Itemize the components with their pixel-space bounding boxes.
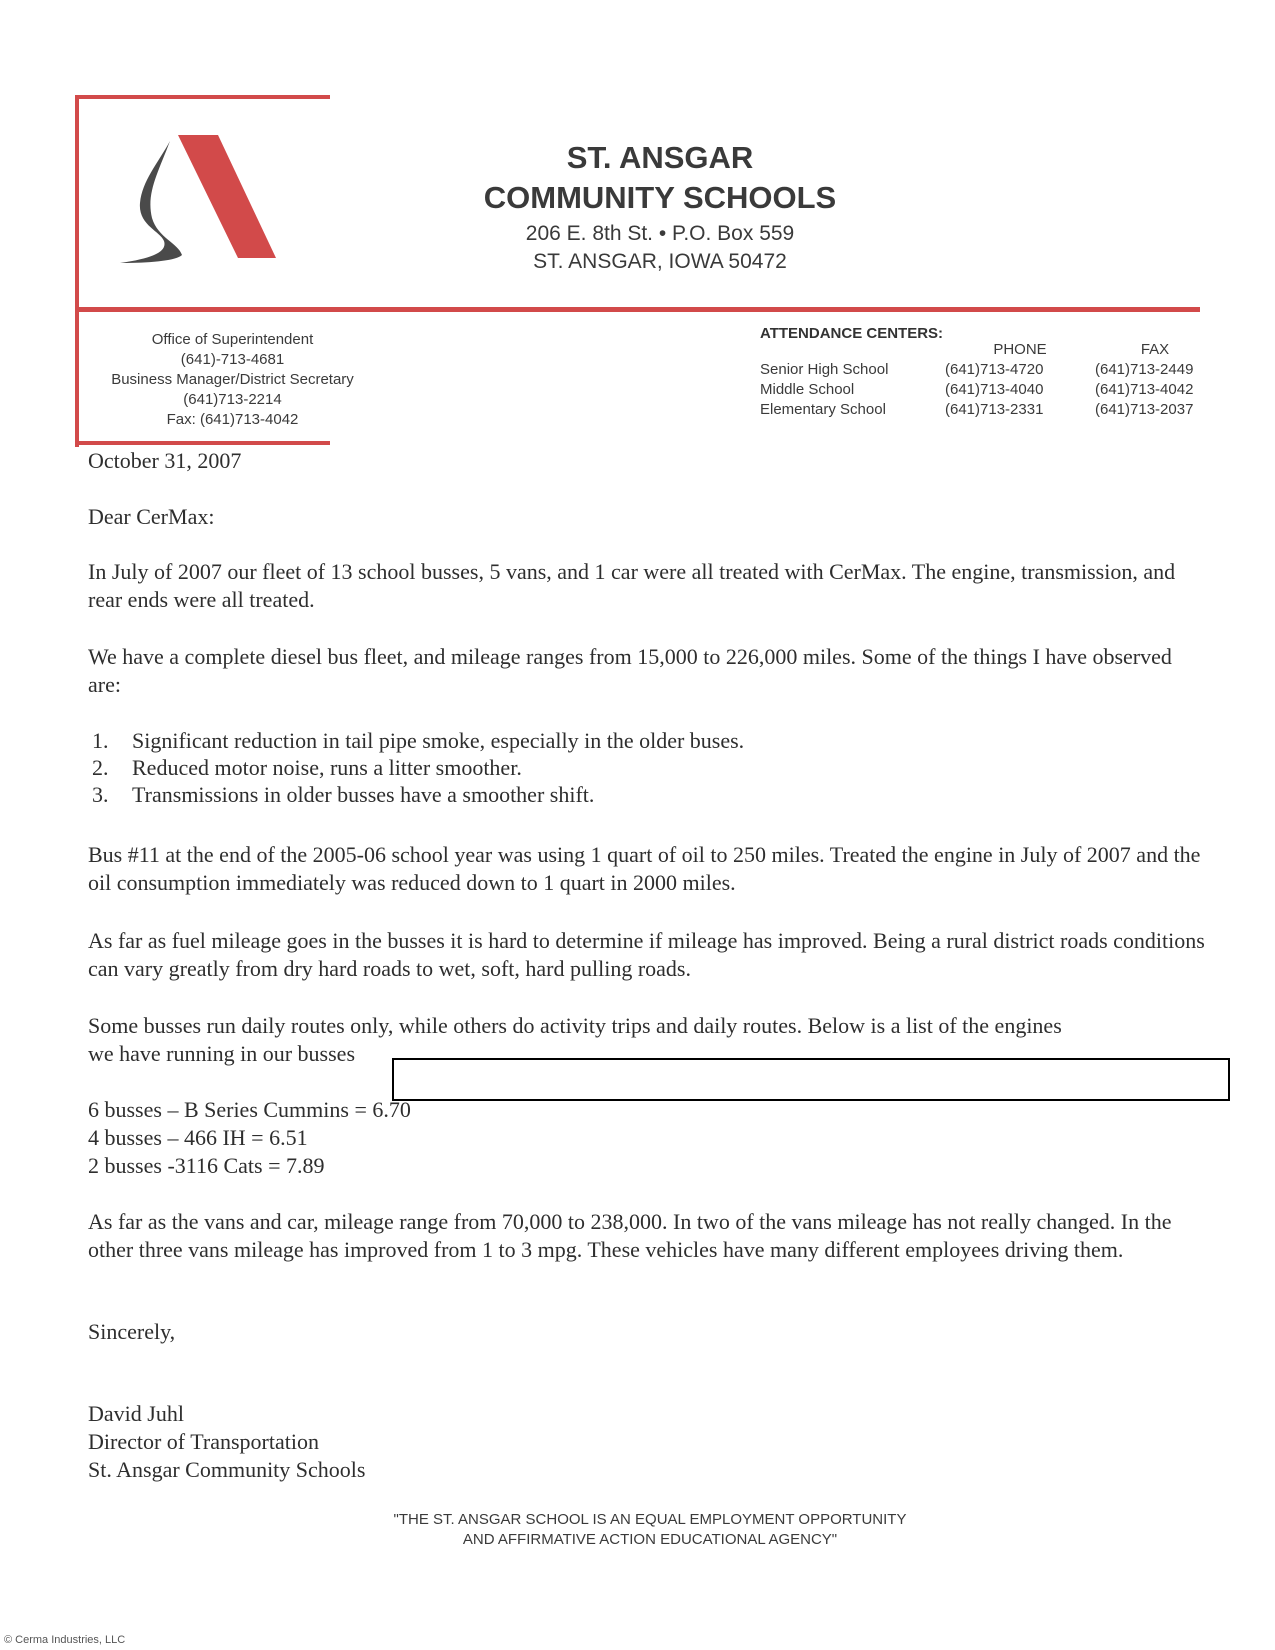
letter-paragraph-1: In July of 2007 our fleet of 13 school busses, 5 vans, and 1 car were all treated with CerMax. The engine, transmission, and rear ends were all treated. bbox=[88, 559, 1176, 612]
office-line: Office of Superintendent bbox=[151, 331, 314, 348]
school-name bbox=[440, 138, 880, 218]
office-line: (641)713-2214 bbox=[183, 391, 282, 408]
attendance-name: Senior High School bbox=[760, 361, 889, 378]
list-item-number: 2. bbox=[92, 755, 109, 780]
engine-item: 6 busses – B Series Cummins = 6.70 bbox=[88, 1097, 411, 1122]
list-item-number: 1. bbox=[92, 728, 109, 753]
attendance-fax: (641)713-2037 bbox=[1095, 401, 1194, 418]
signature-block bbox=[88, 1400, 1208, 1484]
attendance-name: Elementary School bbox=[760, 401, 886, 418]
attendance-centers-table bbox=[760, 340, 1215, 420]
engine-list bbox=[88, 1096, 1208, 1180]
engine-item: 4 busses – 466 IH = 6.51 bbox=[88, 1125, 308, 1150]
letter-date: October 31, 2007 bbox=[88, 448, 242, 473]
list-item-text: Significant reduction in tail pipe smoke, especially in the older buses. bbox=[132, 728, 745, 753]
letter-paragraph-6: As far as the vans and car, mileage range from 70,000 to 238,000. In two of the vans mileage has not really changed. In the other three vans mileage has improved from 1 to 3 mpg. These vehicles have many different employees driving them. bbox=[88, 1209, 1172, 1262]
attendance-name-header bbox=[760, 340, 945, 360]
attendance-row bbox=[760, 400, 1215, 420]
list-item-text: Transmissions in older busses have a smoother shift. bbox=[132, 782, 595, 807]
attendance-header-row bbox=[760, 340, 1215, 360]
attendance-phone: (641)713-2331 bbox=[945, 401, 1044, 418]
engine-item: 2 busses -3116 Cats = 7.89 bbox=[88, 1153, 325, 1178]
attendance-row bbox=[760, 380, 1215, 400]
school-address bbox=[440, 220, 880, 276]
letterhead-divider bbox=[75, 307, 1200, 312]
paragraph-5-line2: we have running in our busses bbox=[88, 1041, 356, 1066]
address-line2: ST. ANSGAR, IOWA 50472 bbox=[533, 250, 787, 273]
eeo-line2: AND AFFIRMATIVE ACTION EDUCATIONAL AGENCY" bbox=[462, 1531, 838, 1548]
school-name-line2: COMMUNITY SCHOOLS bbox=[483, 180, 837, 215]
signer-title: Director of Transportation bbox=[88, 1429, 319, 1454]
attendance-row bbox=[760, 360, 1215, 380]
list-item bbox=[92, 754, 1192, 781]
attendance-phone-header: PHONE bbox=[993, 341, 1047, 358]
paragraph-5-line1: Some busses run daily routes only, while others do activity trips and daily routes. Below is a list of the engines bbox=[88, 1013, 1062, 1038]
attendance-centers-title: ATTENDANCE CENTERS: bbox=[760, 325, 944, 342]
redaction-box bbox=[392, 1058, 1230, 1101]
office-line: (641)-713-4681 bbox=[180, 351, 285, 368]
copyright-notice: © Cerma Industries, LLC bbox=[4, 1634, 126, 1646]
eeo-statement bbox=[340, 1510, 960, 1550]
attendance-phone: (641)713-4720 bbox=[945, 361, 1044, 378]
signer-organization: St. Ansgar Community Schools bbox=[88, 1457, 366, 1482]
school-name-line1: ST. ANSGAR bbox=[566, 140, 754, 175]
list-item-text: Reduced motor noise, runs a litter smoother. bbox=[132, 755, 522, 780]
letterhead-frame-left bbox=[75, 95, 79, 447]
letter-paragraph-2: We have a complete diesel bus fleet, and mileage ranges from 15,000 to 226,000 miles. Some of the things I have observed are: bbox=[88, 644, 1172, 697]
office-line: Fax: (641)713-4042 bbox=[166, 411, 299, 428]
attendance-fax: (641)713-2449 bbox=[1095, 361, 1194, 378]
list-item bbox=[92, 727, 1192, 754]
attendance-name: Middle School bbox=[760, 381, 855, 398]
observations-list bbox=[92, 727, 1192, 808]
letter-paragraph-4: As far as fuel mileage goes in the busses it is hard to determine if mileage has improved. Being a rural district roads conditions can vary greatly from dry hard roads to wet, soft, hard pulling roads. bbox=[88, 928, 1205, 981]
letterhead-frame-bottom bbox=[75, 441, 330, 445]
attendance-fax-header: FAX bbox=[1140, 341, 1170, 358]
office-line: Business Manager/District Secretary bbox=[111, 371, 354, 388]
attendance-phone: (641)713-4040 bbox=[945, 381, 1044, 398]
address-line1: 206 E. 8th St. • P.O. Box 559 bbox=[525, 222, 795, 245]
list-item-number: 3. bbox=[92, 782, 109, 807]
letterhead-frame-top bbox=[75, 95, 330, 99]
office-contact-block bbox=[95, 330, 370, 430]
signer-name: David Juhl bbox=[88, 1401, 184, 1426]
list-item bbox=[92, 781, 1192, 808]
school-logo-icon bbox=[118, 133, 288, 278]
letter-salutation: Dear CerMax: bbox=[88, 504, 215, 529]
letter-closing: Sincerely, bbox=[88, 1319, 176, 1344]
letter-paragraph-3: Bus #11 at the end of the 2005-06 school year was using 1 quart of oil to 250 miles. Treated the engine in July of 2007 and the oil consumption immediately was reduced down to 1 quart in 2000 miles. bbox=[88, 842, 1201, 895]
attendance-fax: (641)713-4042 bbox=[1095, 381, 1194, 398]
eeo-line1: "THE ST. ANSGAR SCHOOL IS AN EQUAL EMPLOYMENT OPPORTUNITY bbox=[393, 1511, 907, 1528]
